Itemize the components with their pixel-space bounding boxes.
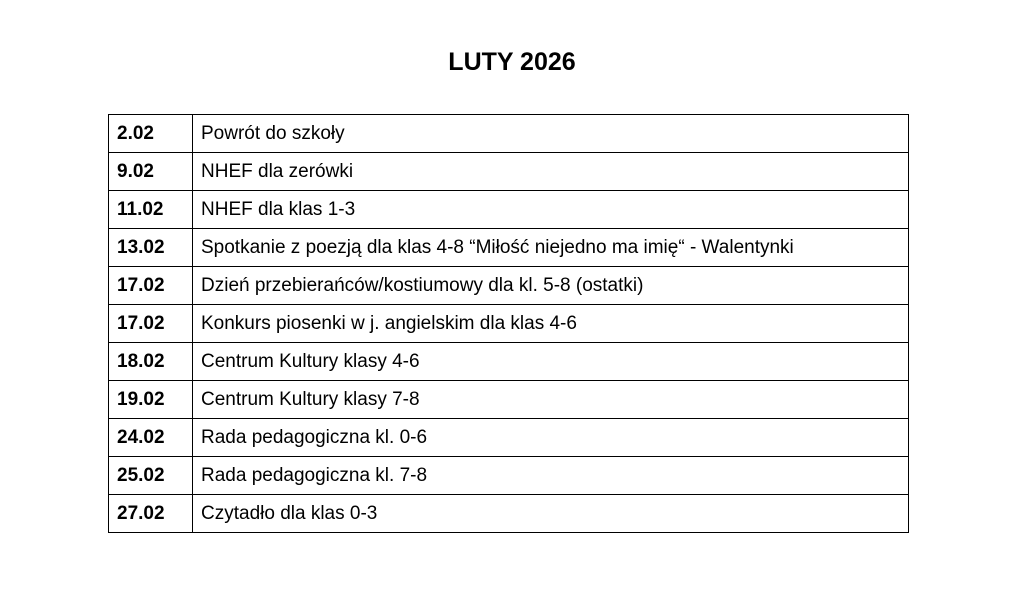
event-description: Rada pedagogiczna kl. 0-6 <box>193 419 909 457</box>
event-description: NHEF dla zerówki <box>193 153 909 191</box>
event-description: Czytadło dla klas 0-3 <box>193 495 909 533</box>
event-date: 11.02 <box>109 191 193 229</box>
event-description: Powrót do szkoły <box>193 115 909 153</box>
event-date: 19.02 <box>109 381 193 419</box>
event-date: 2.02 <box>109 115 193 153</box>
table-row <box>109 343 909 381</box>
events-table-body <box>109 115 909 533</box>
event-description: Centrum Kultury klasy 4-6 <box>193 343 909 381</box>
event-date: 9.02 <box>109 153 193 191</box>
event-date: 17.02 <box>109 305 193 343</box>
table-row <box>109 305 909 343</box>
event-description: Rada pedagogiczna kl. 7-8 <box>193 457 909 495</box>
table-row <box>109 153 909 191</box>
table-row <box>109 267 909 305</box>
event-description: Konkurs piosenki w j. angielskim dla klas 4-6 <box>193 305 909 343</box>
event-description: Dzień przebierańców/kostiumowy dla kl. 5-8 (ostatki) <box>193 267 909 305</box>
events-table <box>108 114 909 533</box>
table-row <box>109 115 909 153</box>
event-date: 25.02 <box>109 457 193 495</box>
event-description: Centrum Kultury klasy 7-8 <box>193 381 909 419</box>
event-date: 13.02 <box>109 229 193 267</box>
table-row <box>109 495 909 533</box>
event-date: 18.02 <box>109 343 193 381</box>
event-description: NHEF dla klas 1-3 <box>193 191 909 229</box>
event-date: 17.02 <box>109 267 193 305</box>
table-row <box>109 229 909 267</box>
table-row <box>109 419 909 457</box>
table-row <box>109 457 909 495</box>
table-row <box>109 381 909 419</box>
event-date: 27.02 <box>109 495 193 533</box>
event-date: 24.02 <box>109 419 193 457</box>
page-title: LUTY 2026 <box>448 48 576 76</box>
event-description: Spotkanie z poezją dla klas 4-8 “Miłość niejedno ma imię“ - Walentynki <box>193 229 909 267</box>
table-row <box>109 191 909 229</box>
